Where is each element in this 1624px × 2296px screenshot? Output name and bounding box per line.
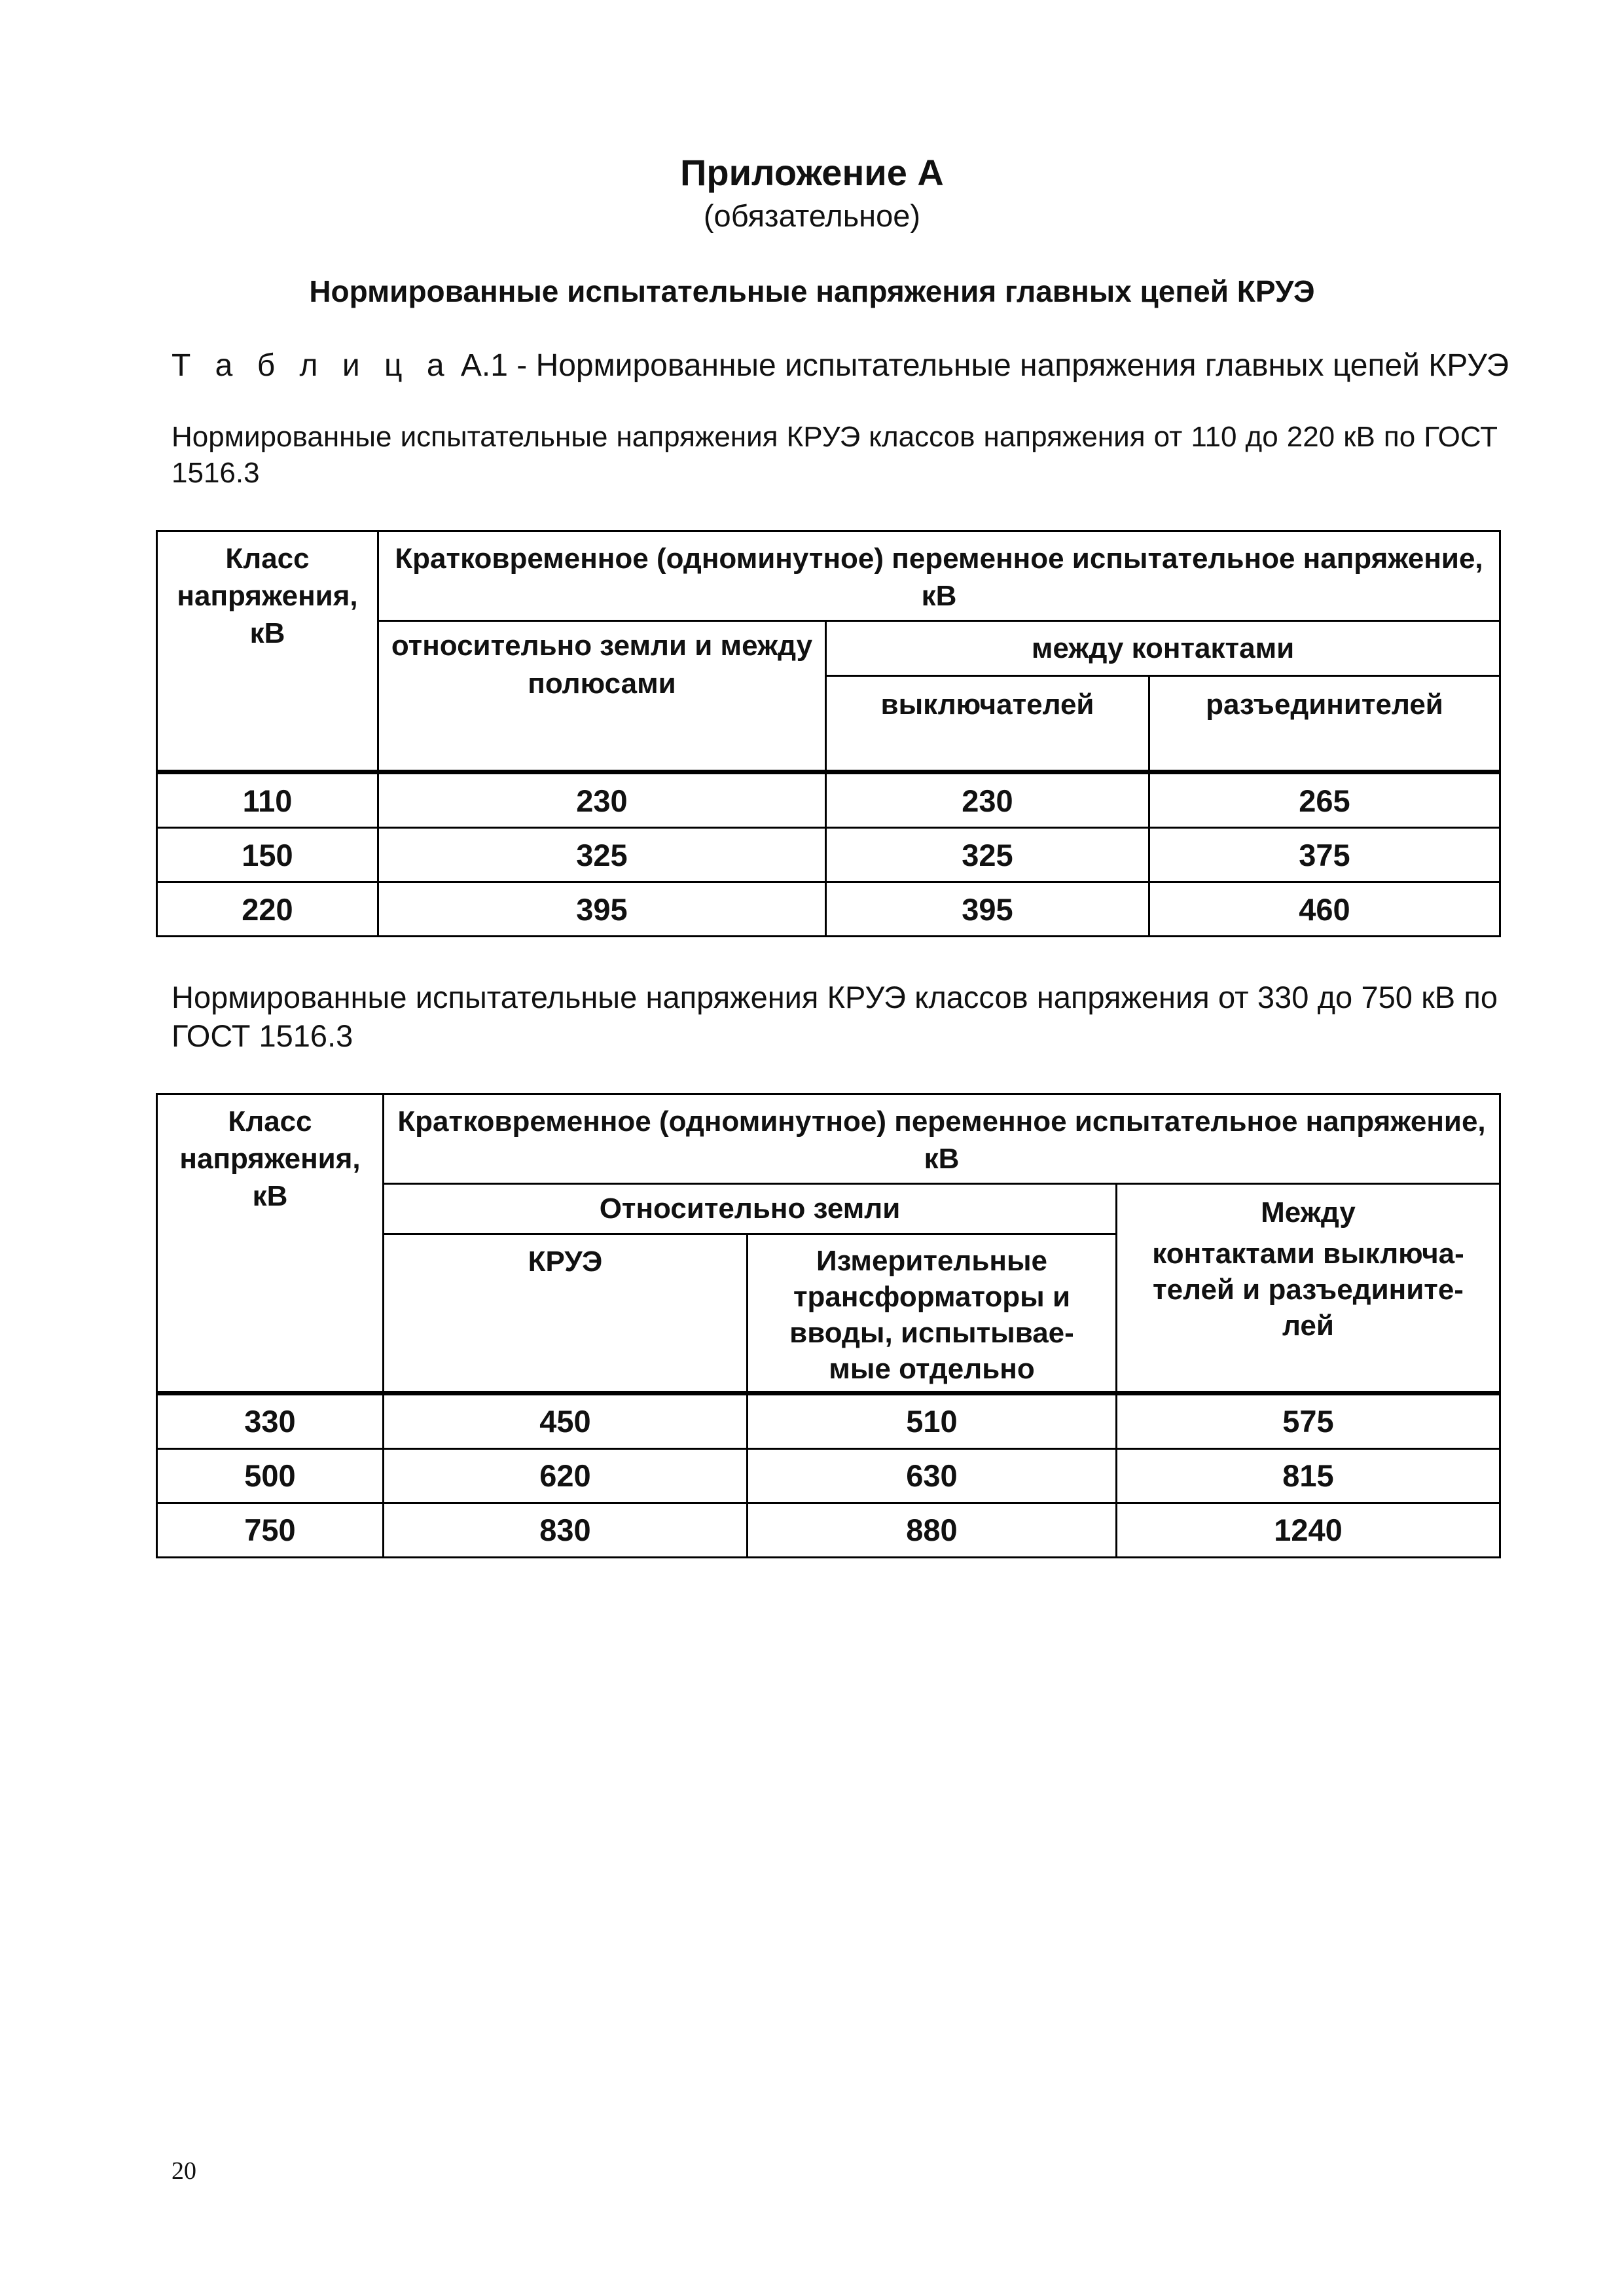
- cell-value: 230: [378, 772, 826, 828]
- cell-value: 450: [384, 1393, 748, 1448]
- page-number: 20: [171, 2157, 196, 2185]
- test-voltage-table-110-220: [156, 530, 1501, 937]
- cell-value: 880: [748, 1503, 1117, 1557]
- table-row: [157, 772, 1500, 828]
- appendix-subtitle: (обязательное): [703, 198, 921, 233]
- cell-value: 375: [1149, 828, 1500, 882]
- header-kruz: КРУЭ: [384, 1234, 748, 1393]
- cell-voltage-class: 220: [157, 882, 378, 937]
- header-voltage-class: Класс напряжения, кВ: [157, 531, 378, 772]
- cell-value: 815: [1117, 1448, 1500, 1503]
- table-row: [157, 882, 1500, 937]
- cell-value: 265: [1149, 772, 1500, 828]
- cell-value: 575: [1117, 1393, 1500, 1448]
- header-between-contacts-text: контактами выключа-телей и разъедините-лей: [1152, 1237, 1464, 1342]
- table-caption: [171, 347, 1509, 385]
- header-breakers: выключателей: [826, 676, 1149, 772]
- header-instrument-transformers: Измерительные трансформаторы и вводы, испытывае-мые отдельно: [748, 1234, 1117, 1393]
- table-row: [157, 1393, 1500, 1448]
- cell-value: 510: [748, 1393, 1117, 1448]
- section2-description: Нормированные испытательные напряжения КРУЭ классов напряжения от 330 до 750 кВ по ГОСТ 1516.3: [171, 980, 1498, 1053]
- cell-voltage-class: 110: [157, 772, 378, 828]
- cell-value: 230: [826, 772, 1149, 828]
- cell-value: 395: [378, 882, 826, 937]
- cell-value: 1240: [1117, 1503, 1500, 1557]
- table-row: [157, 1448, 1500, 1503]
- header-test-voltage: Кратковременное (одноминутное) переменное испытательное напряжение, кВ: [378, 531, 1500, 621]
- cell-value: 630: [748, 1448, 1117, 1503]
- header-between-label: Между: [1261, 1196, 1356, 1229]
- header-relative-to-ground: относительно земли и между полюсами: [378, 621, 826, 772]
- cell-value: 325: [378, 828, 826, 882]
- table-caption-prefix: Т а б л и ц а: [171, 348, 452, 383]
- header-test-voltage: Кратковременное (одноминутное) переменное испытательное напряжение, кВ: [384, 1094, 1500, 1184]
- cell-voltage-class: 150: [157, 828, 378, 882]
- header-disconnectors: разъединителей: [1149, 676, 1500, 772]
- table-caption-text: А.1 - Нормированные испытательные напряжения главных цепей КРУЭ: [452, 348, 1509, 383]
- cell-voltage-class: 500: [157, 1448, 384, 1503]
- section1-description: Нормированные испытательные напряжения КРУЭ классов напряжения от 110 до 220 кВ по ГОСТ 1516.3: [171, 421, 1498, 489]
- cell-value: 460: [1149, 882, 1500, 937]
- table-row: [157, 1503, 1500, 1557]
- header-voltage-class: Класс напряжения, кВ: [157, 1094, 384, 1393]
- cell-voltage-class: 750: [157, 1503, 384, 1557]
- cell-voltage-class: 330: [157, 1393, 384, 1448]
- appendix-title: Приложение А: [680, 152, 944, 193]
- cell-value: 620: [384, 1448, 748, 1503]
- test-voltage-table-330-750: [156, 1093, 1501, 1558]
- header-relative-to-ground: Относительно земли: [384, 1184, 1117, 1234]
- cell-value: 830: [384, 1503, 748, 1557]
- header-between-contacts: [1117, 1184, 1500, 1393]
- table-row: [157, 828, 1500, 882]
- section-heading: Нормированные испытательные напряжения главных цепей КРУЭ: [309, 274, 1315, 308]
- cell-value: 325: [826, 828, 1149, 882]
- header-between-contacts: между контактами: [826, 621, 1500, 676]
- cell-value: 395: [826, 882, 1149, 937]
